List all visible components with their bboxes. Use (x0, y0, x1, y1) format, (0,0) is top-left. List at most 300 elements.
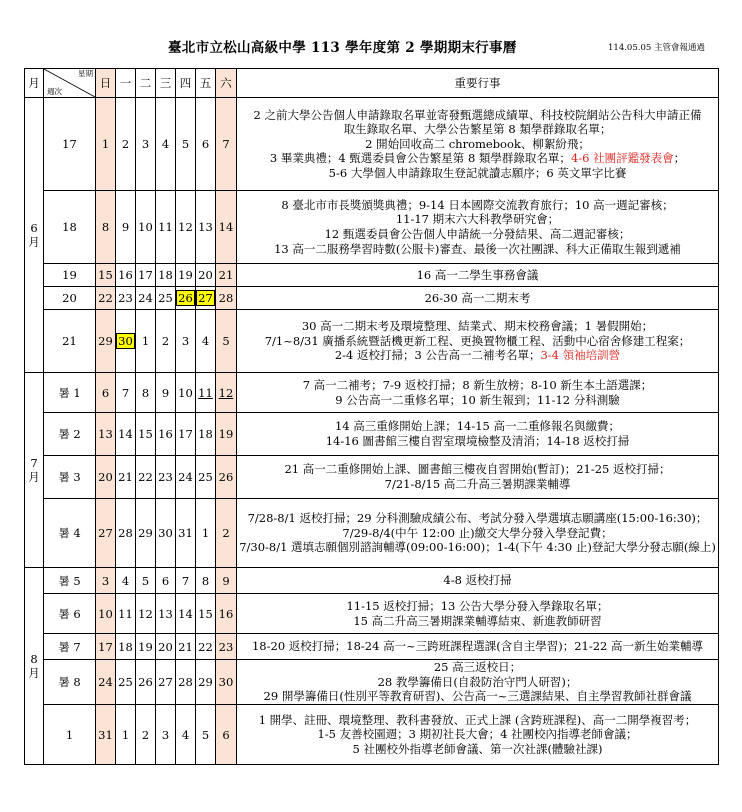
week-number-cell: 暑 8 (44, 660, 96, 705)
events-cell (237, 373, 719, 413)
day-cell (116, 287, 136, 310)
event-text: 4-8 返校打掃 (443, 573, 512, 588)
day-number: 20 (158, 639, 173, 654)
day-cell (216, 456, 237, 499)
week-number-cell: 17 (44, 98, 96, 191)
event-line (237, 540, 718, 555)
day-cell (216, 705, 237, 765)
day-cell (156, 98, 176, 191)
day-cell (96, 568, 116, 594)
day-number: 1 (101, 137, 110, 151)
day-number: 10 (98, 606, 113, 621)
weekday-header: 二 (136, 69, 156, 98)
week-row (25, 413, 719, 456)
day-number: 1 (141, 334, 150, 348)
page-header (0, 32, 742, 62)
highlighted-event-text: 4-6 社團評鑑發表會 (570, 151, 674, 166)
events-cell (237, 568, 719, 594)
day-cell (136, 499, 156, 568)
weekday-header: 一 (116, 69, 136, 98)
day-cell (136, 568, 156, 594)
day-cell (176, 191, 196, 264)
day-cell (216, 264, 237, 287)
day-number: 17 (138, 268, 153, 282)
day-number: 16 (118, 268, 133, 282)
day-number: 26 (218, 470, 234, 484)
weekday-header: 三 (156, 69, 176, 98)
day-cell (196, 705, 216, 765)
day-number: 3 (141, 137, 150, 151)
event-line (237, 511, 718, 526)
day-number: 16 (218, 606, 234, 621)
day-number: 21 (218, 268, 234, 282)
day-cell (116, 413, 136, 456)
event-text: 7/21-8/15 高二升高三暑期課業輔導 (384, 477, 571, 491)
day-cell (176, 310, 196, 373)
day-cell (96, 634, 116, 660)
week-number-cell: 19 (44, 264, 96, 287)
event-text: 11-15 返校打掃；13 公告大學分發入學錄取名單； (346, 598, 609, 613)
day-cell (156, 287, 176, 310)
event-line (237, 462, 718, 477)
event-text: 2 開始回收高二 chromebook、柳絮紛飛； (365, 136, 590, 151)
day-cell (136, 705, 156, 765)
week-row (25, 568, 719, 594)
event-text: 7 高一二補考；7-9 返校打掃；8 新生放榜；8-10 新生本土語選課； (302, 377, 653, 392)
approval-note: 114.05.05 主管會報通過 (608, 43, 705, 53)
week-number-label: 週次 (47, 87, 62, 96)
week-row (25, 287, 719, 310)
day-number: 28 (218, 291, 234, 305)
day-number: 30 (158, 526, 173, 540)
events-cell (237, 660, 719, 705)
event-line (237, 477, 718, 492)
day-cell (216, 594, 237, 634)
day-cell (116, 456, 136, 499)
day-cell (176, 98, 196, 191)
day-number: 17 (178, 427, 193, 441)
school-calendar-table (24, 68, 719, 765)
day-number: 9 (222, 573, 230, 588)
day-cell (156, 568, 176, 594)
day-number: 24 (178, 470, 193, 484)
event-line (237, 268, 718, 283)
day-number: 4 (161, 137, 170, 151)
day-number: 5 (222, 334, 230, 348)
event-line (237, 742, 718, 757)
day-cell (136, 456, 156, 499)
week-row (25, 705, 719, 765)
day-number: 24 (138, 291, 153, 305)
day-number: 26 (178, 291, 193, 305)
month-cell: 8月 (25, 568, 44, 765)
day-cell (96, 660, 116, 705)
week-number-cell: 暑 6 (44, 594, 96, 634)
event-line (237, 639, 718, 654)
weekday-header: 四 (176, 69, 196, 98)
day-number: 20 (198, 268, 213, 282)
weekday-label: 星期 (78, 69, 93, 78)
day-number: 27 (98, 526, 113, 540)
day-number: 21 (118, 470, 133, 484)
week-row (25, 499, 719, 568)
day-number: 29 (198, 675, 213, 689)
day-cell (216, 98, 237, 191)
day-number: 30 (118, 334, 133, 348)
event-text: 2 之前大學公告個人申請錄取名單並寄發甄選總成績單、科技校院網站公告科大申請正備 (253, 107, 702, 122)
day-number: 12 (138, 606, 153, 621)
event-text: 21 高一二重修開始上課、圖書館三樓夜自習開始(暫訂)；21-25 返校打掃； (284, 462, 671, 477)
day-cell (116, 191, 136, 264)
weekday-header: 日 (96, 69, 116, 98)
day-cell (136, 634, 156, 660)
events-cell (237, 310, 719, 373)
day-cell (156, 634, 176, 660)
event-text: 取生錄取名單、大學公告繁星第 8 類學群錄取名單； (343, 122, 612, 137)
day-number: 19 (178, 268, 193, 282)
week-row (25, 456, 719, 499)
day-number: 31 (178, 526, 193, 540)
day-number: 2 (141, 727, 150, 742)
day-cell (156, 705, 176, 765)
day-cell (176, 287, 196, 310)
event-text: 7/30-8/1 選填志願個別諮詢輔導(09:00-16:00)；1-4(下午 4:30 止)登記大學分發志願(線上) (239, 540, 716, 555)
day-cell (136, 660, 156, 705)
event-text: 13 高一二服務學習時數(公服卡)審查、最後一次社團課、科大正備取生報到遞補 (274, 241, 681, 256)
day-number: 9 (121, 220, 130, 234)
day-number: 14 (178, 606, 193, 621)
event-line (237, 166, 718, 181)
day-cell (156, 456, 176, 499)
day-number: 22 (198, 639, 213, 654)
calendar-body (25, 98, 719, 765)
event-line (237, 713, 718, 728)
event-line (237, 122, 718, 137)
event-text: 3 畢業典禮；4 甄選委員會公告繁星第 8 類學群錄取名單； (269, 151, 571, 166)
events-cell (237, 264, 719, 287)
day-cell (196, 634, 216, 660)
day-cell (196, 456, 216, 499)
day-cell (216, 634, 237, 660)
day-cell (176, 634, 196, 660)
day-number: 25 (198, 470, 213, 484)
event-line (237, 198, 718, 213)
weekday-header: 五 (196, 69, 216, 98)
day-number: 13 (158, 606, 173, 621)
day-number: 29 (98, 334, 113, 348)
event-line (237, 614, 718, 629)
day-number: 27 (158, 675, 173, 689)
events-cell (237, 191, 719, 264)
day-number: 4 (181, 727, 190, 742)
day-number: 15 (198, 606, 213, 621)
day-number: 7 (121, 385, 130, 400)
day-cell (156, 264, 176, 287)
event-line (237, 727, 718, 742)
week-number-cell: 20 (44, 287, 96, 310)
day-number: 13 (98, 427, 113, 441)
day-number: 19 (138, 639, 153, 654)
day-number: 7 (181, 573, 190, 588)
day-number: 8 (201, 573, 210, 588)
events-cell (237, 413, 719, 456)
event-line (237, 227, 718, 242)
event-text: 15 高二升高三暑期課業輔導結束、新進教師研習 (353, 613, 602, 628)
day-cell (96, 705, 116, 765)
event-text: 1 開學、註冊、環境整理、教科書發放、正式上課 (含跨班課程)、高一二開學複習考； (258, 712, 697, 727)
day-cell (96, 310, 116, 373)
day-number: 10 (178, 385, 193, 400)
week-row (25, 373, 719, 413)
event-line (237, 151, 718, 166)
day-number: 2 (121, 137, 130, 151)
day-number: 12 (178, 220, 193, 234)
event-text: 11-17 期末六大科教學研究會； (395, 212, 560, 227)
day-number: 23 (158, 470, 173, 484)
day-number: 8 (101, 220, 110, 234)
day-number: 28 (118, 526, 133, 540)
day-cell (116, 373, 136, 413)
day-cell (196, 264, 216, 287)
day-cell (116, 594, 136, 634)
day-cell (216, 287, 237, 310)
event-line (237, 675, 718, 690)
day-cell (216, 660, 237, 705)
day-cell (196, 310, 216, 373)
day-cell (96, 98, 116, 191)
day-number: 29 (138, 526, 153, 540)
event-line (237, 242, 718, 257)
day-cell (96, 413, 116, 456)
events-header: 重要行事 (237, 69, 719, 98)
day-number: 3 (161, 727, 170, 742)
day-number: 1 (201, 526, 210, 540)
week-number-cell: 1 (44, 705, 96, 765)
event-line (237, 573, 718, 588)
day-number: 5 (141, 573, 150, 588)
day-number: 6 (161, 573, 170, 588)
week-row (25, 264, 719, 287)
day-cell (176, 594, 196, 634)
week-weekday-header (44, 69, 96, 98)
day-cell (136, 287, 156, 310)
day-cell (136, 310, 156, 373)
event-line (237, 393, 718, 408)
day-number: 15 (138, 427, 153, 441)
event-text: 25 高三返校日； (433, 660, 522, 675)
events-cell (237, 634, 719, 660)
day-cell (116, 264, 136, 287)
event-line (237, 434, 718, 449)
table-header-row (25, 69, 719, 98)
event-line (237, 660, 718, 675)
day-cell (96, 456, 116, 499)
week-number-cell: 暑 2 (44, 413, 96, 456)
day-cell (196, 98, 216, 191)
day-cell (136, 373, 156, 413)
week-number-cell: 21 (44, 310, 96, 373)
event-line (237, 378, 718, 393)
day-cell (156, 191, 176, 264)
day-number: 10 (138, 220, 153, 234)
day-cell (196, 287, 216, 310)
day-number: 9 (161, 385, 170, 400)
event-text: 2-4 返校打掃；3 公告高一二補考名單； (334, 348, 541, 363)
day-cell (156, 499, 176, 568)
day-number: 17 (98, 639, 113, 654)
event-line (237, 319, 718, 334)
day-number: 18 (118, 639, 133, 654)
day-cell (156, 413, 176, 456)
week-row (25, 98, 719, 191)
day-cell (116, 499, 136, 568)
event-text: 18-20 返校打掃；18-24 高一~三跨班課程選課(含自主學習)；21-22 高一新生始業輔導 (251, 639, 704, 654)
day-cell (96, 373, 116, 413)
day-cell (216, 499, 237, 568)
event-text: 5 社團校外指導老師會議、第一次社課(體驗社課) (352, 741, 603, 756)
day-cell (136, 264, 156, 287)
day-cell (136, 413, 156, 456)
event-text: 9 公告高一二重修名單；10 新生報到；11-12 分科測驗 (335, 392, 620, 407)
day-cell (176, 373, 196, 413)
day-cell (216, 310, 237, 373)
events-cell (237, 499, 719, 568)
day-cell (196, 413, 216, 456)
week-row (25, 594, 719, 634)
day-cell (176, 660, 196, 705)
day-cell (216, 413, 237, 456)
event-line (237, 419, 718, 434)
day-number: 30 (218, 675, 234, 689)
week-number-cell: 暑 7 (44, 634, 96, 660)
day-number: 20 (98, 470, 113, 484)
day-cell (176, 705, 196, 765)
day-number: 25 (158, 291, 173, 305)
day-cell (156, 373, 176, 413)
week-row (25, 310, 719, 373)
event-text: 14 高三重修開始上課；14-15 高一二重修報名與繳費； (334, 419, 621, 434)
month-cell: 7月 (25, 373, 44, 568)
day-number: 2 (161, 334, 170, 348)
weekday-header: 六 (216, 69, 237, 98)
day-number: 3 (181, 334, 190, 348)
day-cell (136, 594, 156, 634)
day-number: 18 (198, 427, 213, 441)
day-number: 16 (158, 427, 173, 441)
event-text: 7/28-8/1 返校打掃；29 分科測驗成績公布、考試分發入學選填志願講座(15:00-16:30)； (247, 511, 708, 526)
day-number: 5 (181, 137, 190, 151)
day-number: 27 (198, 291, 213, 305)
week-number-cell: 暑 1 (44, 373, 96, 413)
day-cell (196, 191, 216, 264)
day-number: 14 (118, 427, 133, 441)
event-line (237, 526, 718, 541)
event-line (237, 212, 718, 227)
month-cell: 6月 (25, 98, 44, 373)
event-text: 14-16 圖書館三樓自習室環境檢整及清消；14-18 返校打掃 (325, 434, 630, 448)
day-number: 26 (138, 675, 153, 689)
day-number: 11 (158, 220, 173, 234)
day-cell (96, 191, 116, 264)
events-cell (237, 594, 719, 634)
day-cell (176, 413, 196, 456)
day-cell (216, 568, 237, 594)
event-text: 7/1~8/31 廣播系統暨話機更新工程、更換置物櫃工程、活動中心宿舍修建工程案； (264, 333, 691, 348)
event-line (237, 689, 718, 704)
event-text: 1-5 友善校園週；3 期初社長大會；4 社團校內指導老師會議； (317, 727, 638, 742)
day-number: 22 (98, 291, 113, 305)
week-number-cell: 18 (44, 191, 96, 264)
event-line (237, 137, 718, 152)
day-number: 2 (222, 526, 230, 540)
day-cell (176, 499, 196, 568)
event-text: 28 教學籌備日(自殺防治守門人研習)； (377, 674, 578, 689)
event-line (237, 108, 718, 123)
day-number: 8 (141, 385, 150, 400)
day-number: 24 (98, 675, 113, 689)
day-number: 6 (222, 727, 230, 742)
event-text: 7/29-8/4(中午 12:00 止)繳交大學分發入學登記費； (342, 525, 613, 540)
event-text: 30 高一二期末考及環境整理、結業式、期末校務會議；1 暑假開始； (301, 319, 654, 334)
day-cell (196, 499, 216, 568)
day-cell (96, 287, 116, 310)
month-header: 月 (25, 69, 44, 98)
day-cell (116, 634, 136, 660)
day-cell (116, 310, 136, 373)
event-line (237, 291, 718, 306)
day-cell (156, 310, 176, 373)
event-text: 26-30 高一二期末考 (424, 290, 531, 305)
event-text: ； (673, 151, 686, 166)
day-number: 5 (201, 727, 210, 742)
day-number: 11 (198, 385, 213, 400)
day-cell (176, 568, 196, 594)
event-text: 12 甄選委員會公告個人申請統一分發結果、高二週記審核； (324, 227, 631, 241)
day-number: 6 (201, 137, 210, 151)
day-cell (116, 660, 136, 705)
event-text: 29 開學籌備日(性別平等教育研習)、公告高一~三選課結果、自主學習教師社群會議 (263, 689, 692, 704)
week-number-cell: 暑 5 (44, 568, 96, 594)
day-cell (176, 264, 196, 287)
day-cell (216, 373, 237, 413)
day-number: 28 (178, 675, 193, 689)
day-cell (96, 264, 116, 287)
day-number: 13 (198, 220, 213, 234)
day-number: 4 (121, 573, 130, 588)
day-cell (116, 705, 136, 765)
day-number: 19 (218, 427, 234, 441)
event-line (237, 599, 718, 614)
day-number: 18 (158, 268, 173, 282)
day-number: 22 (138, 470, 153, 484)
day-number: 4 (201, 334, 210, 348)
event-text: 16 高一二學生事務會議 (416, 267, 539, 282)
page-title: 臺北市立松山高級中學 113 學年度第 2 學期期末行事曆 (168, 40, 517, 56)
week-row (25, 191, 719, 264)
week-row (25, 660, 719, 705)
day-cell (156, 594, 176, 634)
week-number-cell: 暑 3 (44, 456, 96, 499)
events-cell (237, 705, 719, 765)
day-number: 15 (98, 268, 113, 282)
day-cell (196, 660, 216, 705)
day-number: 6 (101, 385, 110, 400)
day-number: 3 (101, 573, 110, 588)
events-cell (237, 287, 719, 310)
event-line (237, 334, 718, 349)
day-number: 11 (118, 606, 133, 621)
day-number: 23 (118, 291, 133, 305)
